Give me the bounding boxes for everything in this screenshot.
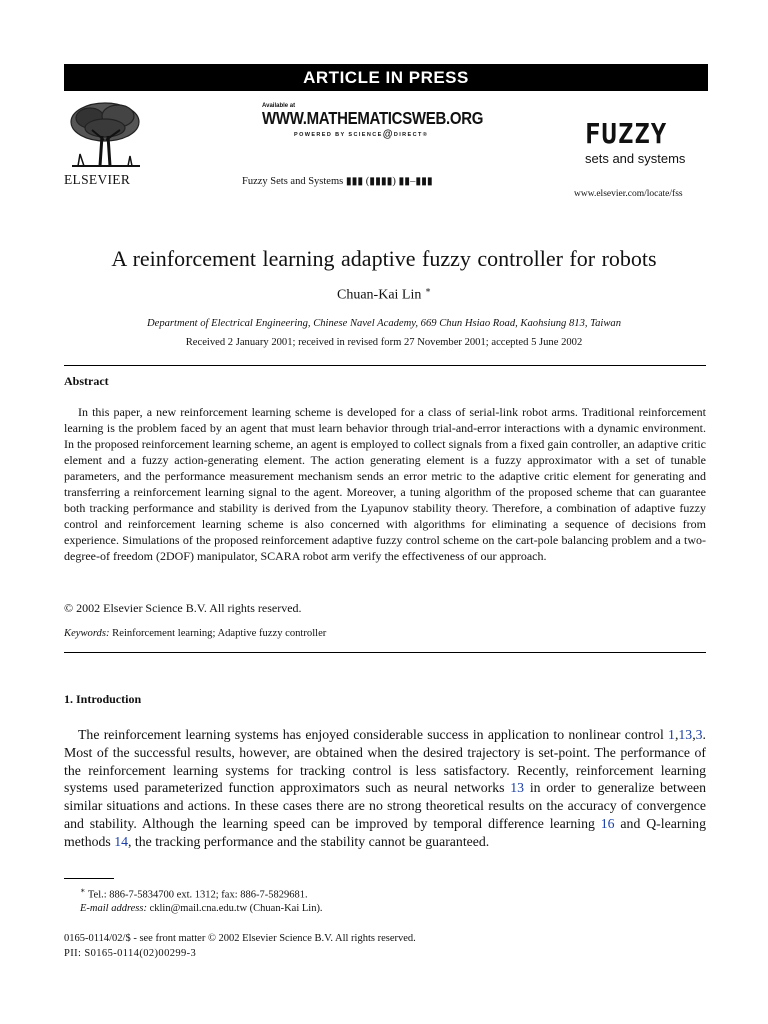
pii-identifier: PII: S0165-0114(02)00299-3 bbox=[64, 948, 197, 959]
journal-citation: Fuzzy Sets and Systems ▮▮▮ (▮▮▮▮) ▮▮–▮▮▮ bbox=[242, 176, 433, 187]
author-footnote-mark[interactable]: ∗ bbox=[424, 285, 431, 295]
author-line bbox=[0, 285, 768, 304]
footnote-tel-fax: Tel.: 886-7-5834700 ext. 1312; fax: 886-7-5829681. bbox=[87, 889, 308, 901]
intro-text-5: , the tracking performance and the stability cannot be guaranteed. bbox=[128, 833, 490, 849]
mathematicsweb-link[interactable]: WWW.MATHEMATICSWEB.ORG bbox=[262, 109, 484, 129]
abstract-heading: Abstract bbox=[64, 374, 109, 388]
abstract-top-rule bbox=[64, 365, 706, 366]
citation-link[interactable]: 16 bbox=[600, 815, 615, 831]
journal-url-link[interactable]: www.elsevier.com/locate/fss bbox=[574, 189, 683, 199]
footnote-email bbox=[80, 903, 323, 914]
intro-text-2: . Most of the successful results, however, are obtained when the desired trajectory is set-point. The performance of the reinforcement learning systems for tracking control is less satisfactory. Recently, reinforcement learning systems used parameterized function approximators such as neural networks bbox=[64, 727, 706, 796]
publisher-name: ELSEVIER bbox=[64, 172, 131, 187]
front-matter-issn: 0165-0114/02/$ - see front matter © 2002 Elsevier Science B.V. All rights reserved. bbox=[64, 933, 416, 944]
footnote-contact bbox=[80, 886, 308, 901]
email-address-link[interactable]: cklin@mail.cna.edu.tw (Chuan-Kai Lin). bbox=[149, 903, 323, 914]
abstract-body: In this paper, a new reinforcement learning scheme is developed for a class of serial-link robot arms. Traditional reinforcement learning is the problem faced by an agent that must learn behavior through trial-and-error interactions with a dynamic environment. In the proposed reinforcement learning scheme, an agent is employed to collect signals from a fixed gain controller, an adaptive critic element and a fuzzy action-generating element. The action generating element is a fuzzy approximator with a set of tunable parameters, and the performance measurement mechanism sends an error metric to the adaptive critic element for generating and transferring a reinforcement learning signal to the agent. Moreover, a tuning algorithm of the proposed scheme that can guarantee both tracking performance and stability is derived from the Lyapunov stability theory. Therefore, a combination of adaptive fuzzy control and reinforcement learning scheme is also concerned with algorithms for eliminating a sequence of decisions from experience. Simulations of the proposed reinforcement adaptive fuzzy control scheme on the cart-pole balancing problem and a two-degree-of freedom (2DOF) manipulator, SCARA robot arm verify the effectiveness of our approach. bbox=[64, 405, 706, 563]
citation-separator: , bbox=[674, 727, 679, 742]
citation-separator: , bbox=[692, 727, 696, 742]
author-name: Chuan-Kai Lin bbox=[337, 287, 422, 303]
citation-link[interactable]: 3 bbox=[695, 727, 703, 742]
paper-title: A reinforcement learning adaptive fuzzy controller for robots bbox=[111, 246, 657, 271]
author-affiliation: Department of Electrical Engineering, Chinese Navel Academy, 669 Chun Hsiao Road, Kaohsiung 813, Taiwan bbox=[146, 318, 622, 329]
keywords-label: Keywords: bbox=[64, 628, 110, 639]
sciencedirect-at-icon: @ bbox=[382, 129, 394, 140]
introduction-heading: 1. Introduction bbox=[64, 692, 142, 706]
sciencedirect-powered-by bbox=[294, 129, 428, 140]
citation-link[interactable]: 13 bbox=[510, 780, 525, 796]
citation-link[interactable]: 1 bbox=[668, 727, 675, 742]
mathweb-available-text: Available at bbox=[262, 103, 296, 109]
journal-logo-fuzzy: FUZZY bbox=[585, 117, 668, 150]
journal-logo-subtitle: sets and systems bbox=[585, 151, 686, 166]
abstract-bottom-rule bbox=[64, 652, 706, 653]
introduction-paragraph bbox=[64, 726, 706, 851]
abstract-copyright: © 2002 Elsevier Science B.V. All rights reserved. bbox=[64, 601, 302, 615]
powered-left-text: POWERED BY SCIENCE bbox=[294, 131, 383, 138]
intro-text-3: in order to generalize between similar situations and actions. In these cases there are no strong theoretical results on the accuracy of convergence and stability. Although the learning speed can be improved by temporal difference learning bbox=[64, 780, 706, 831]
email-label: E-mail address: bbox=[80, 903, 147, 914]
citation-link[interactable]: 14 bbox=[114, 833, 128, 849]
intro-text-1: The reinforcement learning systems has enjoyed considerable success in application to nonlinear control bbox=[78, 727, 669, 742]
intro-text-4: and Q-learning methods bbox=[64, 815, 706, 849]
keywords-line bbox=[64, 628, 326, 639]
received-dates: Received 2 January 2001; received in revised form 27 November 2001; accepted 5 June 2002 bbox=[185, 337, 583, 348]
keywords-list: Reinforcement learning; Adaptive fuzzy controller bbox=[112, 628, 327, 639]
powered-right-text: DIRECT® bbox=[393, 131, 429, 138]
citation-link[interactable]: 13 bbox=[678, 727, 693, 742]
footnote-mark: ∗ bbox=[80, 886, 86, 895]
article-in-press-banner: ARTICLE IN PRESS bbox=[64, 64, 708, 91]
footnote-rule bbox=[64, 878, 114, 879]
